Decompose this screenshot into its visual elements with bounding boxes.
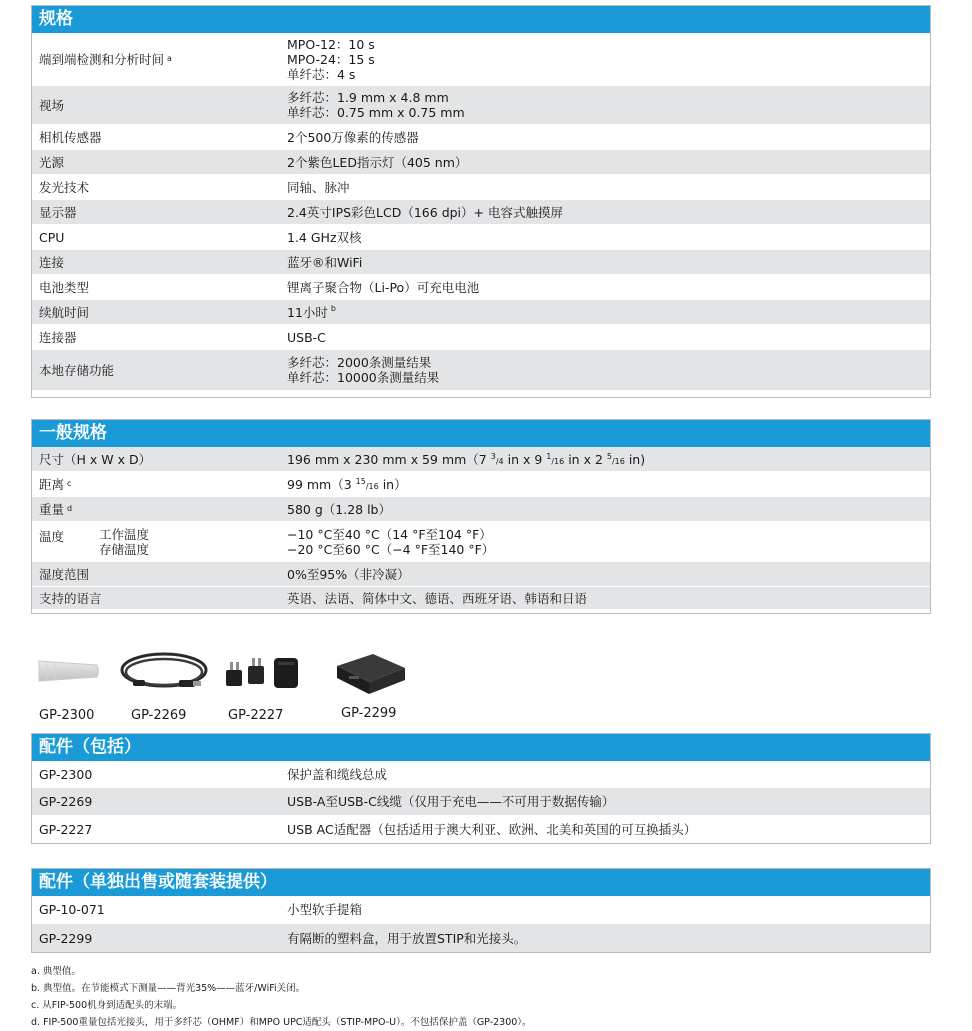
temp-op-label: 工作温度 — [99, 526, 150, 542]
specs-section — [31, 5, 931, 398]
optional-accessories-title: 配件（单独出售或随套装提供） — [32, 869, 930, 896]
accessory-code: GP-2227 — [39, 822, 93, 837]
spec-value: 2.4英寸IPS彩色LCD（166 dpi）+ 电容式触摸屏 — [287, 204, 563, 220]
spec-value: MPO-12：10 s — [287, 36, 375, 52]
accessory-code: GP-10-071 — [39, 902, 105, 917]
spec-value: 2个紫色LED指示灯（405 nm） — [287, 154, 468, 170]
spec-label: 支持的语言 — [39, 591, 102, 606]
general-row-distance: 距离 c 99 mm（3 $^{15}$/16 in） — [32, 472, 930, 497]
spec-value: 1.4 GHz双核 — [287, 229, 362, 245]
spec-label: 端到端检测和分析时间 — [39, 52, 165, 67]
specs-title: 规格 — [32, 6, 930, 33]
spec-value: MPO-24：15 s — [287, 51, 375, 67]
accessory-desc: 小型软手提箱 — [287, 902, 363, 917]
spec-value: −10 °C至40 °C（14 °F至104 °F） — [287, 526, 492, 542]
accessory-desc: 有隔断的塑料盒，用于放置STIP和光接头。 — [287, 930, 527, 946]
spec-value: 11小时 — [287, 304, 328, 320]
product-gp-2269 — [119, 650, 209, 723]
spec-value: 0%至95%（非冷凝） — [287, 566, 410, 582]
included-accessories-title: 配件（包括） — [32, 734, 930, 761]
product-gp-2300 — [37, 656, 101, 723]
spec-row: 端到端检测和分析时间 a MPO-12：10 s MPO-24：15 s 单纤芯：4 s — [32, 33, 930, 86]
general-row-languages — [32, 587, 930, 609]
accessory-row — [32, 816, 930, 843]
ac-adapter-image — [224, 652, 304, 692]
spec-label: 光源 — [39, 155, 65, 170]
optional-accessories-section — [31, 868, 931, 953]
product-label: GP-2227 — [228, 708, 284, 723]
footnote-marker: b — [330, 304, 336, 314]
spec-label: 连接 — [39, 255, 65, 270]
specs-rows — [32, 33, 930, 390]
accessory-images — [31, 648, 431, 723]
spec-row — [32, 125, 930, 150]
spec-label: 视场 — [39, 98, 65, 113]
spec-row — [32, 150, 930, 175]
spec-value: 2个500万像素的传感器 — [287, 129, 419, 145]
spec-value: 英语、法语、简体中文、德语、西班牙语、韩语和日语 — [287, 590, 588, 606]
spec-row — [32, 250, 930, 275]
accessory-code: GP-2299 — [39, 930, 93, 946]
product-gp-2227 — [224, 652, 304, 723]
spec-row — [32, 86, 930, 125]
product-label: GP-2269 — [131, 708, 187, 723]
general-row-temperature — [32, 522, 930, 562]
product-gp-2299 — [333, 648, 409, 721]
spec-value: USB-C — [287, 329, 326, 345]
spec-label: 温度 — [39, 528, 65, 544]
spec-label: 连接器 — [39, 330, 77, 345]
spec-row — [32, 200, 930, 225]
footnote: a. 典型值。 — [31, 966, 81, 977]
spec-row — [32, 325, 930, 350]
general-specs-title: 一般规格 — [32, 420, 930, 447]
general-specs-section — [31, 419, 931, 614]
accessory-desc: USB AC适配器（包括适用于澳大利亚、欧洲、北美和英国的可互换插头） — [287, 822, 697, 837]
footnotes — [31, 963, 532, 1031]
protective-cover-image — [37, 656, 101, 686]
product-label: GP-2300 — [39, 708, 95, 723]
spec-row — [32, 175, 930, 200]
accessory-desc: 保护盖和缆线总成 — [287, 766, 388, 782]
usb-cable-image — [119, 650, 209, 694]
accessory-row — [32, 924, 930, 952]
spec-label: CPU — [39, 229, 65, 245]
spec-label: 尺寸（H x W x D） — [39, 452, 152, 467]
spec-label: 本地存储功能 — [39, 363, 115, 378]
spec-row — [32, 350, 930, 390]
spec-value: 蓝牙®和WiFi — [287, 254, 363, 270]
accessory-row — [32, 788, 930, 816]
spec-label: 显示器 — [39, 205, 77, 220]
temp-st-label: 存储温度 — [99, 541, 150, 557]
general-row-humidity — [32, 562, 930, 587]
footnote: d. FIP-500重量包括光接头，用于多纤芯（OHMF）和MPO UPC适配头（STIP-MPO-U）。不包括保护盖（GP-2300）。 — [31, 1017, 532, 1028]
accessory-code: GP-2269 — [39, 794, 93, 809]
spec-label: 相机传感器 — [39, 130, 102, 145]
footnote: c. 从FIP-500机身到适配头的末端。 — [31, 1000, 183, 1011]
spec-row — [32, 225, 930, 250]
accessory-desc: USB-A至USB-C线缆（仅用于充电——不可用于数据传输） — [287, 794, 615, 809]
plastic-box-image — [333, 648, 409, 698]
spec-value: 单纤芯：0.75 mm x 0.75 mm — [287, 105, 465, 120]
product-label: GP-2299 — [341, 706, 397, 721]
spec-label: 重量 — [39, 502, 65, 517]
general-row-size — [32, 447, 930, 472]
spec-value: 99 mm（3 $^{15}$/16 in） — [287, 476, 407, 492]
spec-value: 多纤芯：2000条测量结果 — [287, 355, 432, 370]
spec-value: 单纤芯：10000条测量结果 — [287, 370, 440, 385]
spec-value: 196 mm x 230 mm x 59 mm（7 $^3$/4 in x 9 $^1$/16 in x 2 $^5$/16 in) — [287, 451, 646, 467]
included-accessories-section — [31, 733, 931, 844]
accessory-row — [32, 761, 930, 788]
spec-value: 锂离子聚合物（Li-Po）可充电电池 — [287, 279, 480, 295]
accessory-code: GP-2300 — [39, 766, 93, 782]
spec-value: 单纤芯：4 s — [287, 66, 356, 82]
spec-row — [32, 275, 930, 300]
spec-value: −20 °C至60 °C（−4 °F至140 °F） — [287, 541, 495, 557]
spec-label: 电池类型 — [39, 280, 90, 295]
spec-value: 同轴、脉冲 — [287, 179, 350, 195]
spec-value: 多纤芯：1.9 mm x 4.8 mm — [287, 90, 449, 105]
spec-value: 580 g（1.28 lb） — [287, 501, 391, 517]
spec-label: 距离 — [39, 477, 65, 492]
footnote: b. 典型值。在节能模式下测量——背光35%——蓝牙/WiFi关闭。 — [31, 983, 306, 994]
spec-row — [32, 300, 930, 325]
general-row-weight: 重量 d 580 g（1.28 lb） — [32, 497, 930, 522]
accessory-row — [32, 896, 930, 924]
spec-label: 湿度范围 — [39, 567, 90, 582]
spec-label: 发光技术 — [39, 180, 90, 195]
spec-label: 续航时间 — [39, 305, 90, 320]
